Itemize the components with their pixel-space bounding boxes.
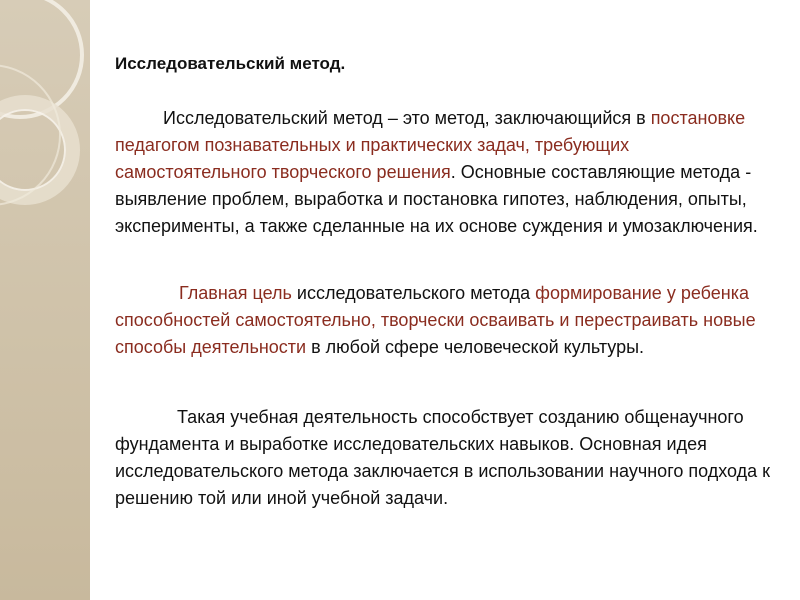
- slide-title: Исследовательский метод.: [115, 54, 346, 73]
- main-goal-text-end: в любой сфере человеческой культуры.: [306, 337, 645, 357]
- definition-text-start: Исследовательский метод – это метод, заключающийся в: [163, 108, 651, 128]
- decorative-rings-graphic: [0, 0, 90, 600]
- paragraph-activity: [115, 404, 775, 512]
- definition-text-end: . Основные составляющие метода - выявление проблем, выработка и постановка гипотез, наблюдения, опыты, эксперименты, а также сделанные на их основе суждения и умозаключения.: [115, 162, 758, 236]
- paragraph-definition: [115, 105, 775, 240]
- decorative-sidebar: [0, 0, 90, 600]
- main-goal-highlight: формирование у ребенка способностей самостоятельно, творчески осваивать и перестраивать новые способы деятельности: [115, 283, 756, 357]
- activity-text: Такая учебная деятельность способствует созданию общенаучного фундамента и выработке исследовательских навыков. Основная идея исследовательского метода заключается в использовании научного подхода к решению той или иной учебной задачи.: [115, 407, 771, 508]
- main-goal-label: Главная цель: [179, 283, 292, 303]
- paragraph-main-goal: [115, 280, 775, 361]
- main-goal-text: исследовательского метода: [291, 283, 536, 303]
- definition-highlight: постановке педагогом познавательных и практических задач, требующих самостоятельного творческого решения: [115, 108, 746, 182]
